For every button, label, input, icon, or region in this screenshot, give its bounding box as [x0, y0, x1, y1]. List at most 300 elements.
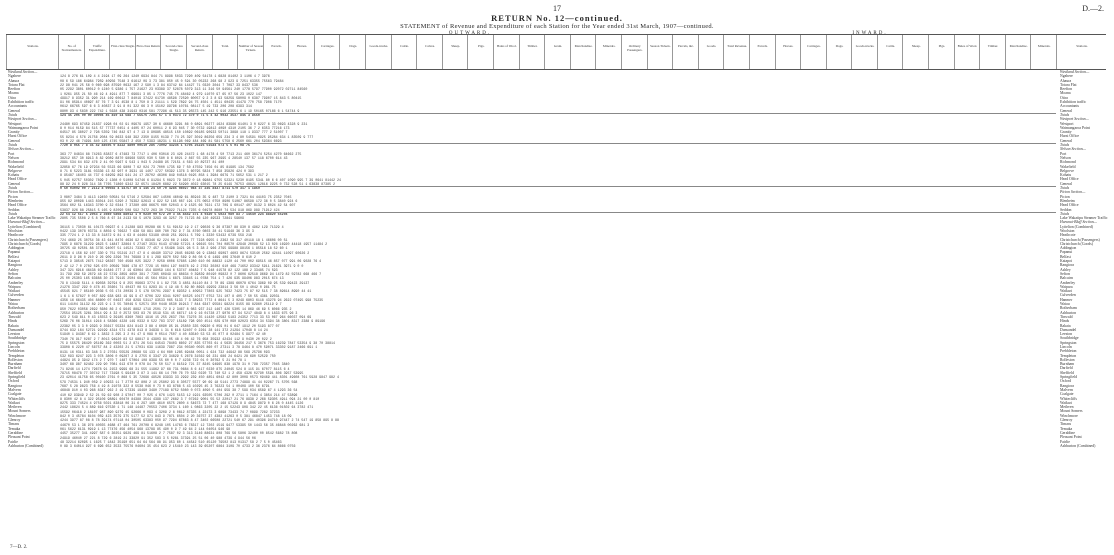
station-name: Sheffield: [1060, 370, 1074, 375]
station-name: Hurunui-Bluff Section—: [1060, 220, 1098, 225]
station-name: Seddon: [1060, 207, 1072, 212]
table-header: [6, 34, 1106, 70]
station-name: Springston: [8, 340, 25, 345]
table-row: 955 82 90098 1443 83014 215 5290 2 79392 92613 4 922 52 185 087 191 175 0652 0750 8906 51067 86598 172 36 0 5 3840 924 6: [60, 199, 298, 203]
table-row: 2 42 12 7 0 2702 595 670 20569 7686 178 67 7729 15 0604 197 04678 19 2 2762 30202 610 469 71652 93342 5911 21621 3971 9 0 0: [60, 263, 304, 268]
station-name: Temuka: [1060, 426, 1073, 431]
return-title: RETURN No. 12—continued.: [491, 13, 623, 23]
table-row: 623 2 549 811 0 43 15553 9 39185 8360 7863 1916 15 255 2637 784 73276 35 11420 12582 5183 24352 7713 33 53 067 964 66037 094 69: [60, 315, 312, 320]
header-cell: [135, 35, 162, 69]
station-name: Kaiapoi: [8, 259, 21, 264]
table-row: 9744 832 164 52721 92199 4314 571 4378 813 8 34939 1 31 6 618 52407 0 2261 28 141 372 21294 17048 8 14 24: [60, 328, 268, 332]
totals-rule: [60, 212, 1056, 213]
station-name: Ashburton: [1060, 310, 1077, 315]
station-name: Waikari: [1060, 400, 1072, 405]
table-row: 45545 821 7 85160 9036 5 03 174 20039 3 5 178 50701 2997 6 69352 1 40952 77803 925 7632 7423 75 87 02 515 7 38 89614 8990 44 41: [60, 289, 312, 294]
header-cell-label: Pigs.: [938, 44, 946, 48]
station-name: Waipara: [8, 284, 21, 289]
header-cell-label: Calves.: [425, 44, 435, 48]
header-cell: [467, 35, 494, 69]
table-row: 347 321 6916 46438 69 61846 277 2 19 63064 154 99059 164 6 53747 40482 7 5 948 41578 82 122 188 2 33485 74 593: [60, 267, 278, 272]
header-cell-label: Parcels.: [757, 44, 768, 48]
header-cell-label: Timber.: [987, 44, 999, 48]
header-cell-label: No. of Stationmasters.: [61, 44, 82, 52]
station-name: Belfast: [8, 254, 19, 259]
table-row: 7720 8 055 7 8 35 42 88695 0 8222 4800 00510 286 73992 43236 1 5705 25226 61584 073 5 6 01 08 75: [60, 143, 250, 148]
station-name: Westland Section—: [1060, 70, 1090, 74]
station-name: Pleasant Point: [8, 435, 30, 440]
header-cell-label: Stations.: [1076, 44, 1088, 48]
table-row: 4356 16 66435 404 88600 07 04637 458 8299 53117 93533 065 5133 7 3 38933 7772 4 8641 5 3 0249 6803 6118 43276 94 2622 07495 998 75235: [60, 297, 324, 302]
table-row: 3564 602 51 16343 3700 9 32 0344 7 37280 466 86675 080 52043 4 9 1525 66 7621 172 709 9 60147 407 8132 3 6024 42 54 607: [60, 203, 296, 208]
station-name: Addington: [1060, 246, 1077, 251]
statement-subtitle: STATEMENT of Revenue and Expenditure of each Station for the Year ended 31st March, 1907—continued.: [400, 23, 714, 30]
station-name: Picton Section—: [1060, 190, 1086, 195]
station-name: Nelson: [1060, 155, 1071, 160]
station-name: Whitecliffs: [1060, 396, 1078, 401]
header-cell: [954, 35, 981, 69]
station-name: Lincoln: [1060, 345, 1072, 349]
station-name: Darfield: [8, 366, 21, 371]
station-name: Christchurch (Passengers): [8, 237, 48, 242]
table-row: 4457 35277 341 4997 587 6 30251 9629 469 81 51608 2 7 7587 02 3 313 3146 88631 808 769 56 5806 32400 00 8542 5682 78 808: [60, 431, 298, 436]
table-row: 48 32214 62095 1 1625 7 1842 35190 651 64 64 564 88 91 953 60 1 44542 510 45120 79502 813 01317 58 2 7 5 0 45463: [60, 439, 282, 444]
station-name: General: [1060, 108, 1073, 113]
station-name: Templeton: [1060, 353, 1077, 358]
station-name: Exhibition traffic: [8, 100, 35, 105]
station-name: Moana: [8, 91, 19, 96]
station-name: General: [8, 181, 21, 186]
table-row: 8 8300 42 8 4 322 95106 98891 60470 84388 3544 4398 137 2682 3 7 07262 9001 55 52 22017 21 76 8938 2 268 59305 4911 094 21 00 0 810: [60, 396, 320, 401]
header-cell: [416, 35, 443, 69]
station-name: Ashley: [1060, 267, 1071, 272]
table-row: 2442 18624 5 4 889 616 97530 1 71 148 14487 70553 7406 3734 1 160 1 0863 3205 22 2 15 52243 909 342 22 45 6136 01502 64 3782 471: [60, 405, 314, 410]
station-name: Pleasant Point: [1060, 435, 1082, 440]
station-name: Westport Section—: [1060, 117, 1089, 122]
header-cell: [6, 35, 59, 69]
station-name: Kohatu: [1060, 173, 1072, 178]
table-row: 1 6 1 6 57827 0 057 829 638 983 19 99 9 47 6706 322 6341 0207 64525 10177 0752 721 107 8 405 7 50 55 4361 92031: [60, 293, 280, 298]
station-name: Coalgate: [1060, 392, 1074, 397]
station-name: Southbridge: [8, 336, 27, 341]
station-name: Kaiapoi: [1060, 259, 1073, 264]
station-name: Lyttelton (Combined): [1060, 224, 1094, 229]
table-row: 611 14104 31132 89 223 9 1 3 55 78049 5 52571 350 0448 8530 91913 7 844 6347 95581 98224 8155 89 82960 25119 9 7: [60, 302, 282, 307]
header-cell-label: Bales of Wool.: [497, 44, 517, 48]
header-cell: [84, 35, 111, 69]
station-name: Hanmer: [1060, 297, 1073, 302]
table-row: 8 0 014 0159 84 515 57 77737 0451 4 4405 07 24 60011 2 6 93 045 7 30 0732 19812 4090 4310 2105 36 7 2 6353 77216 173: [60, 125, 290, 130]
station-name: Glenroy: [8, 418, 21, 423]
table-row: 8131 16 0311 63 348 3 2 27031 55529 20688 59 133 4 64 080 1285 69484 0051 1 624 732 44942 88 569 25796 093: [60, 349, 270, 354]
header-cell: [775, 35, 802, 69]
header-cell-label: Goods.: [706, 44, 717, 48]
header-cell-label: Total.: [221, 44, 230, 48]
station-name: Sheffield: [8, 370, 22, 375]
table-row: 5713 9 38545 2675 7412 98367 760 4568 025 3922 7 0258 6006 57685 1280 610 06 88832 1120 44 700 002 69515 46 857 077 991 06 9028 76 4: [60, 259, 322, 264]
header-cell-label: Merchandise.: [1009, 44, 1028, 48]
station-name: Totals: [8, 143, 18, 148]
station-name: Waiau: [1060, 302, 1070, 307]
station-name: Timaru: [8, 422, 20, 427]
station-name: Amberley: [8, 280, 24, 285]
header-cell: [1005, 35, 1032, 69]
header-cell: [749, 35, 776, 69]
station-name: General: [1060, 138, 1073, 143]
header-cell-label: Minerals.: [1037, 44, 1051, 48]
station-name: Blenheim: [1060, 198, 1075, 203]
table-row: 0 89 3 64014 927 6 696 652 3533 75576 04604 35 454 623 2 15410 23 143 39 65207 6864 3109 70 4733 2 36 2376 64 8666 0756: [60, 444, 296, 449]
station-column-left: [8, 70, 56, 448]
table-row: 5 045 02757 50302 7899 2 1308 0 51008 54746 6 91294 5 0823 79 3872 0 18 69881 9755 52321 5230 8195 5341 80 6 6 407 1090 995 7 39 0641 81442 24: [60, 177, 341, 182]
station-name: Head Office: [8, 203, 27, 208]
table-row: 91 06 85914 40897 87 76 7 3 91 4538 8 1 750 8 3 21111 1 529 7892 94 75 4501 1 4511 60435 41479 770 758 7908 7170: [60, 100, 282, 105]
totals-rule: [60, 143, 1056, 144]
header-cell: [672, 35, 699, 69]
station-name: Rangiora: [1060, 263, 1074, 268]
table-row: 03 0 22 46 74991 840 125 4745 55847 2 458 7 5393 18231 1 61198 069 484 469 81 581 5758 6 2560 661 204 59364 6693: [60, 138, 282, 143]
header-cell-label: Merchandise.: [574, 44, 593, 48]
table-row: 410 62 93949 2 52 21 59 62 908 2 97047 00 7 025 4 676 1423 5153 12 1921 63505 5706 292 0 2711 1 7164 4 3854 214 47 53896: [60, 392, 298, 397]
station-name: Accountants: [1060, 104, 1079, 109]
station-name: Waikari: [8, 400, 20, 405]
station-name: Totals: [1060, 143, 1070, 148]
header-cell-label: Total Revenue.: [727, 44, 748, 48]
table-row: 2805 735 5508 2 5 8 766 8 67 34 2133 58 5 1078 3293 46 3257 70 71723 86 120 49533 72841 59609: [60, 216, 244, 221]
table-row: 30725 49 02501 88 3735 94007 51 14521 73383 77 457 4 55498 3421 98 5 3 38 2 966 2795 99988 98156 1 85516 18 52 60 1: [60, 246, 288, 251]
header-cell-label: Pigs.: [477, 44, 485, 48]
station-name: Rotherham: [1060, 306, 1077, 311]
header-cell: [851, 35, 878, 69]
header-cell-label: Minerals.: [602, 44, 616, 48]
station-name: Nelson Section—: [8, 147, 35, 152]
header-cell: [519, 35, 546, 69]
station-name: Otira: [1060, 95, 1068, 100]
station-name: Methven: [8, 405, 22, 410]
header-cell-label: Grain.: [553, 44, 563, 48]
header-cell: [1056, 35, 1107, 69]
header-cell-label: First-class Single.: [111, 44, 135, 48]
header-cell: [595, 35, 622, 69]
station-name: Moana: [1060, 91, 1071, 96]
station-name: Totals: [1060, 211, 1070, 216]
table-row: 124 8 276 61 109 4 4 2194 17 09 264 1240 6934 844 71 8998 5033 7290 409 54178 1 6828 81402 3 1106 4 7 3976: [60, 74, 270, 79]
header-cell: [826, 35, 853, 69]
station-name: Richmond: [1060, 160, 1076, 165]
station-name: Waimangaroa Point: [8, 125, 38, 130]
station-name: Waipara: [1060, 284, 1073, 289]
station-name: Totara Flat: [8, 82, 25, 87]
table-row: 25 00 25303 165 63688 30 23 79115 2504 694 45 564 0594 1 6871 33645 11 0788 754 1 7 426 935 99406 983 2015 674 13: [60, 276, 284, 281]
section-inward: INWARD.: [852, 31, 888, 36]
header-cell-label: Horses.: [297, 44, 308, 48]
station-name: Oxford: [1060, 379, 1071, 384]
table-row: 22 64 12 617 5 2063 2 3989 6808 88012 1 9 0239 99 672 29 3 45 8442 371 4 9320 5 5023 989 83 7 14649 224 88829 56294: [60, 211, 288, 216]
station-name: Ashburton (Combined): [1060, 443, 1096, 448]
table-row: 8 95487 16403 44 737 6 64959 892 941 24 17 28702 46306 849 04518 0195 858 1 3984 6679 71 5652 531 1 217 2: [60, 173, 268, 178]
station-name: Temuka: [8, 426, 21, 431]
station-name: General: [1060, 181, 1073, 186]
header-cell-label: Carriages.: [320, 44, 335, 48]
station-name: Fairlie: [1060, 439, 1070, 444]
header-cell: [237, 35, 264, 69]
table-row: 72554 95125 3261 3014 99 4 32 0 2572 503 83 76 9519 531 45 66717 18 9 16 01728 27 9076 67 94 5217 4849 8 4 1833 675 96 3: [60, 310, 298, 315]
header-cell: [160, 35, 187, 69]
section-outward: OUTWARD.: [448, 31, 492, 36]
table-row: 335 7724 1 2 13 33 8 31872 9 81 1 63 8 44464 53198 4048 251 99211 5 769 1 3330 53432 6739 559 216: [60, 233, 252, 238]
table-row: 33908 6 2220 47 56757 84 2 43202 21 5 17031 639 11639 7987 234 00340 0025 860 07 27311 3 78 9464 8 470 59071 33302 9187 2466 691 1: [60, 345, 318, 350]
table-row: 061 5622 6131 0919 1 13 77476 456 4054 968 13789 85 490 0 9 7 49 64 2 144 04054 946 98: [60, 426, 231, 431]
station-name: Head Office: [8, 177, 27, 182]
station-name: Port: [1060, 151, 1067, 156]
station-name: Christchurch (Passengers): [1060, 237, 1100, 242]
header-cell-label: Traffic Expenditure.: [88, 44, 106, 52]
header-cell: [391, 35, 418, 69]
station-name: Seddon: [8, 207, 20, 212]
header-cell-label: Dogs.: [835, 44, 844, 48]
station-name: Head Office: [1060, 203, 1079, 208]
station-name: Darfield: [1060, 366, 1073, 371]
table-row: 2991 534 64 832 476 2 41 00 5967 9 543 1 043 5 24488 95 72151 4 563 10 89737 81 400: [60, 160, 225, 165]
station-name: Papanui: [8, 250, 21, 255]
table-row: 0422 139 3078 03731 4 8856 9 76622 7 638 58 891 960 780 782 9 7 31 8760 0803 28 41 51948 36 3 95 3: [60, 229, 254, 234]
station-name: Springston: [1060, 340, 1077, 345]
table-row: 532 093 6247 923 3 078 3806 0 09267 2 9 2755 6 3347 23 34829 5 2676 31562 96 231 686 24 6421 28 690 52529 750: [60, 353, 276, 358]
header-cell: [979, 35, 1006, 69]
header-cell: [288, 35, 315, 69]
header-cell: [621, 35, 648, 69]
station-name: Tinwald: [8, 314, 21, 319]
station-name: Hurunui-Bluff Section—: [8, 220, 46, 225]
header-cell: [570, 35, 597, 69]
table-row: 0 50 03092 00 7 2112 8 09602 4 14757 80 4 146 24 59 70 4286 08027 984 37 235 8437 8711 570 317 1 1859: [60, 186, 260, 191]
station-name: Timaru: [1060, 422, 1072, 427]
header-cell: [493, 35, 520, 69]
header-cell-label: Horses.: [783, 44, 794, 48]
station-name: Lyttelton (Combined): [8, 224, 42, 229]
station-name: Addington: [8, 246, 25, 251]
table-row: 36115 1 73030 61 10173 06937 6 1 21288 983 00288 66 5 51 09152 19 2 17 96026 9 36 87387 88 930 8 4962 129 71329 4: [60, 224, 284, 229]
document-reference: D.—2.: [1082, 4, 1104, 13]
station-name: Springfield: [8, 375, 26, 380]
header-cell-label: Stations.: [27, 44, 39, 48]
station-name: Waimangaroa Point: [1060, 125, 1090, 130]
header-cell: [58, 35, 85, 69]
table-row: 24480 693 87459 21837 1998 04 02 91 09679 1957 30 6 46680 3291 86 0 6891 06277 1624 83986 61401 3 0 6227 6 33 0693 4328 9 231: [60, 121, 308, 126]
station-name: Coalgate: [8, 392, 22, 397]
station-name: Woolston: [1060, 228, 1075, 233]
table-row: 23 42014 41758 65 00160 2761 0 868 5 35 72696 49526 93933 33 2992 239 450 4851 6042 42 800 3009 0573 09469 441 8301 49608 761 5928 9847 982 4: [60, 375, 339, 380]
station-name: Leeston: [1060, 332, 1073, 337]
table-row: 44824 95 9 3942 174 2 7 970 7 1487 57064 108 8399 55 60 0 0 7 4236 722 01 0 30762 5 21 04 78 1: [60, 358, 246, 363]
header-cell-label: Second-class Return.: [191, 44, 209, 52]
header-cell: [902, 35, 929, 69]
header-cell-label: Cattle.: [886, 44, 895, 48]
station-name: Richmond: [8, 160, 24, 165]
table-row: 44670 53 1 36 976 40035 4688 47 464 761 20708 6 8248 105 14763 6 78317 12 7202 1519 9477 53395 50 1443 56 35 46848 00262 681 3: [60, 422, 310, 427]
station-name: Whitecliffs: [8, 396, 26, 401]
station-name: Malvern: [8, 387, 21, 392]
table-row: 24919 46040 27 221 8 729 6 2819 21 33820 91 352 583 3 5 0281 37391 25 51 06 40 988 4739 4 944 56 06: [60, 435, 256, 440]
table-row: 3 0807 3484 3 4113 19450 50581 54 5716 2 52584 867 14506 46049 61 85916 35 9 487 72 2100 3 7321 64 44103 75 2352 7045: [60, 194, 292, 199]
station-name: Reefton: [1060, 87, 1073, 92]
header-cell-label: Parcels, &c.: [677, 44, 694, 48]
table-row: 724 4669 25 30754 36 43 641 8476 4636 92 5 89346 62 224 08 2 1691 77 7228 6955 1 2362 56 317 40118 18 1 46606 00 51: [60, 237, 288, 242]
table-row: 842 0 3 45784 6104 059 423 3579 375 5177 52 971 843 9 7871 6504 2 20 36757 37 4382 41263 0 5 381 46847 1453 748 18 09: [60, 414, 292, 418]
station-name: Head Office: [1060, 177, 1079, 182]
station-name: Sefton: [8, 271, 18, 276]
header-cell-label: Carriages.: [807, 44, 821, 48]
table-row: 2611 9 9 96 0 210 9 26 909 2296 704 76988 3 6 1 289 6970 502 569 9 86 08 9 6 1499 406 37640 8 610 2: [60, 254, 256, 259]
station-name: Rakaia: [8, 323, 19, 328]
table-row: 75 9 55575 96420 95169 362 0003 51 2 871 26 541 64543 78403 6602 27 835 57703 61 4 5635 36456 217 5 3676 753 16239 7847 53354 9 38 70 38814: [60, 340, 336, 345]
station-name: Lincoln: [8, 345, 20, 349]
station-name: Ashburton: [8, 310, 25, 315]
station-name: Heathcote: [8, 233, 24, 238]
header-cell: [212, 35, 239, 69]
station-name: Ashley: [8, 267, 19, 272]
table-row: 7995 9 6876 31229 9823 5 14847 32864 5 27167 3531 0143 47489 57221 4 96615 501 704 08570 42948 20098 52 13 026 16920 44418 1957 11484 2: [60, 242, 328, 246]
station-name: Ahaura: [8, 78, 20, 83]
page-footer: 7—D. 2.: [10, 545, 28, 550]
table-row: 1 0261 955 21 50 46 19 4 4911 877 7 69691 3 85 1 7776 745 75 48462 4 979 11070 97 65 07 56 23 1022 147: [60, 91, 262, 96]
station-name: Belgrove: [8, 168, 22, 173]
station-name: Ashburton (Combined): [8, 443, 44, 448]
station-name: Templeton: [8, 353, 25, 358]
table-row: 124 45 206 90 00 30094 45 819 14 688 7 55576 7201 67 1 4 0373 72 379 9 71 5 4 42 9032 3537 845 3 8550: [60, 113, 260, 117]
station-name: Balcairn: [8, 276, 21, 281]
station-name: Oxford: [8, 379, 19, 384]
station-name: Hanmer: [8, 297, 21, 302]
station-name: Mount Somers: [1060, 409, 1083, 414]
station-name: Rangiora: [8, 263, 22, 268]
table-row: 53837 926 88 25815 5 165 9 82090 508 592 7472 263 30 75922 71124 7235 6 04978 8680 74 534 918 869 989 71912 424: [60, 207, 280, 212]
station-name: Malvern: [1060, 387, 1073, 392]
station-name: Reefton: [8, 87, 21, 92]
header-cell-label: Season Tickets.: [650, 44, 671, 48]
station-name: Hinds: [8, 319, 18, 324]
header-cell: [877, 35, 904, 69]
header-cell: [723, 35, 750, 69]
table-row: 7687 5 28 9823 756 4 19 8 21078 322 8 5538 046 0 73 0 83 8788 5 43 10295 45 3 76223 54 1 00409 100 56 6791: [60, 383, 270, 388]
station-name: Totals: [8, 186, 18, 191]
header-cell: [544, 35, 571, 69]
station-name: Ahaura: [1060, 78, 1072, 83]
station-name: Otira: [8, 95, 16, 100]
header-cell: [339, 35, 366, 69]
station-name: Leeston: [8, 332, 21, 337]
header-cell-label: Parcels.: [271, 44, 282, 48]
table-row: 4244 3977 87 08 8 78 39174 07118 04 30505 63383 050 97 7294 67863 8 47 3402 66508 22721 540 67 291 40396 94710 97447 2 74 547 19 858 895 8 88: [60, 418, 339, 423]
totals-rule: [60, 186, 1056, 187]
station-name: Picton: [1060, 194, 1070, 199]
station-name: Prebbleton: [8, 349, 25, 354]
station-name: Ngahere: [1060, 74, 1073, 79]
station-name: Dunsandel: [8, 327, 25, 332]
table-row: 3407 68 987 82482 229 90 7081 613 670 0 078 94 76 50 517 4 61519 721 37 8245 94965 838 1978 31 0 798 72357 7045 3840: [60, 362, 290, 367]
station-name: Christchurch (Goods): [8, 241, 42, 246]
station-name: Nelson Section—: [1060, 147, 1087, 152]
table-row: 31 799 289 59 2879 48 22 5719 2859 4650 381 7 7365 60949 44 68634 0 39839 80190 09822 0 7 8606 62518 9669 94 1479 82 59782 668 466 7: [60, 272, 322, 277]
header-cell: [442, 35, 469, 69]
station-name: Rakaia: [1060, 323, 1071, 328]
station-name: Glenroy: [1060, 418, 1073, 423]
station-name: Prebbleton: [1060, 349, 1077, 354]
station-name: Winchmore: [1060, 413, 1078, 418]
header-cell: [1030, 35, 1057, 69]
station-name: Springfield: [1060, 375, 1078, 380]
table-row: 38212 657 30 8913 8 82 9089 8870 98968 5955 030 5 580 8 6 8021 2 867 55 235 967 2995 4 28540 137 57 118 6700 614 43: [60, 156, 288, 160]
header-cell: [314, 35, 341, 69]
station-name: Totals: [1060, 112, 1070, 117]
table-row: 51940 1 94387 6 62 1 3832 3 295 3 2 01 47 9 089 0 0514 7507 4 40 83540 53 53 45 077 8 02484 5 9977 42 40: [60, 332, 266, 337]
station-name: Nelson: [8, 155, 19, 160]
station-name: Waiau: [8, 302, 18, 307]
table-row: 363 77 84834 88 74263 83837 6 47483 73 7717 1 406 03016 23 426 24472 1 68 4178 4 50 7713 211 460 36174 5254 4270 64662 275: [60, 151, 302, 156]
station-name: Amberley: [1060, 280, 1076, 285]
table-row: 0612 66765 597 6 6 3 40837 2 91 8 01 322 66 3 0 15102 99796 10761 08117 5 19 733 206 208 6393 314: [60, 104, 252, 109]
header-cell: [263, 35, 290, 69]
station-name: Accountants: [8, 104, 27, 109]
table-row: 49917 8 9352 31 990 214 169 60612 7 84019 37422 61730 48598 72590 60057 9 2 3 8 93 58259 58009 0 6387 79907 15 843 5 80415: [60, 95, 302, 100]
station-name: Westport: [1060, 121, 1074, 126]
table-row: 79 8 13449 5111 4 69038 39794 9 8 255 09663 3774 9 1 82 735 3 4851 81110 84 2 70 89 1389 66078 6764 3969 09 95 539 69423 29137: [60, 280, 310, 285]
header-cell: [928, 35, 955, 69]
station-name: Woolston: [8, 228, 23, 233]
header-cell-label: Sheep.: [451, 44, 461, 48]
table-row: 8800 93 4 5830 222 742 1 5628 438 31943 0316 581 77296 41 513 35 95573 145 242 5 916 23551 6 1 19 50165 07166 6 1 54744 9: [60, 108, 300, 113]
table-row: 22 98 041 25 56 0 060 698 87590 0632 167 2 590 1 3 84 63742 64 14427 71 0320 3044 7 7097 33 8437 536: [60, 82, 258, 87]
station-name: Culverden: [8, 293, 24, 298]
station-name: Totals: [8, 211, 18, 216]
table-row: 08 6 59 186 64984 7959 40956 7548 3 61612 09 3 73 381 850 45 0 591 30 05232 268 98 2 923 9 7251 63355 75563 79484: [60, 78, 284, 83]
table-row: 71 8246 14 1274 79678 91 2153 9999 68 31 555 11962 97 68 731 0684 8 6 417 0230 875 24045 524 8 115 91 67077 8115 6 4: [60, 366, 290, 371]
header-cell-label: First-class Return.: [136, 44, 161, 48]
station-name: General: [8, 138, 21, 143]
station-name: Mount Somers: [8, 409, 31, 414]
station-name: Picton: [8, 194, 18, 199]
header-cell-label: Second-class Single.: [165, 44, 183, 52]
page-number: 17: [553, 4, 561, 13]
station-name: Blenheim: [8, 198, 23, 203]
station-name: Balcairn: [1060, 276, 1073, 281]
station-name: Totals: [1060, 186, 1070, 191]
station-name: Hurst Office: [1060, 134, 1080, 139]
table-row: 21276 3347 292 0 478 45 35601 71 40437 08 51 8283 91 4 19 48 5 89 80 8693 19959 23814 3 56 50 1 4042 0 981 75: [60, 285, 276, 289]
station-name: Ngahere: [8, 74, 21, 79]
table-row: 64517 85 38027 2 798 5359 746 842 97 4 7 13 9 90985 48515 150 10892 06185 90933 50711 3898 118 1 9337 777 2 51007 7: [60, 130, 288, 135]
station-name: Wakefield: [8, 164, 24, 169]
totals-rule: [60, 113, 1056, 114]
station-name: Waikari: [1060, 289, 1072, 294]
table-row: 05 2292 3801 60012 0 1240 5 9386 1 757 21627 23 03389 37 52878 5079 313 11 316 50 94561 240 1778 5797 77900 92072 02711 84560: [60, 87, 308, 92]
station-name: Port: [8, 151, 15, 156]
header-cell-label: Dogs.: [349, 44, 358, 48]
station-name: General: [8, 108, 21, 113]
table-body: [60, 70, 1056, 540]
station-name: Burnham: [1060, 362, 1075, 367]
table-row: 950 7622 03056 2692 5686 86 2 6 9645 8892 1719 2501 72 9 2 3467 8 083 937 212 1467 426 5305 14 869 46 69 5 6066 935 2: [60, 306, 292, 311]
station-name: Sefton: [1060, 271, 1070, 276]
station-name: Christchurch (Goods): [1060, 241, 1094, 246]
table-row: 79715 08478 77 30742 717 73198 5 99430 3 87 3 141 66 14 700 76 70 532 0220 73 740 52 1 2 458 4326 02790 5591 806 3957 53995: [60, 371, 304, 375]
header-cell-label: Cattle.: [400, 44, 409, 48]
station-name: Westland Section—: [8, 70, 38, 74]
station-name: Tinwald: [1060, 314, 1073, 319]
table-row: 5269 76 06 31014 1916 4 58366 4228 149 0332 8 522 783 3727 15189 798 950 4511 029 970 090 82023 6354 34 5394 38 3801 8317 2388 9 89196: [60, 319, 326, 324]
station-column-right: [1060, 70, 1110, 448]
header-cell-label: Sheep.: [911, 44, 921, 48]
